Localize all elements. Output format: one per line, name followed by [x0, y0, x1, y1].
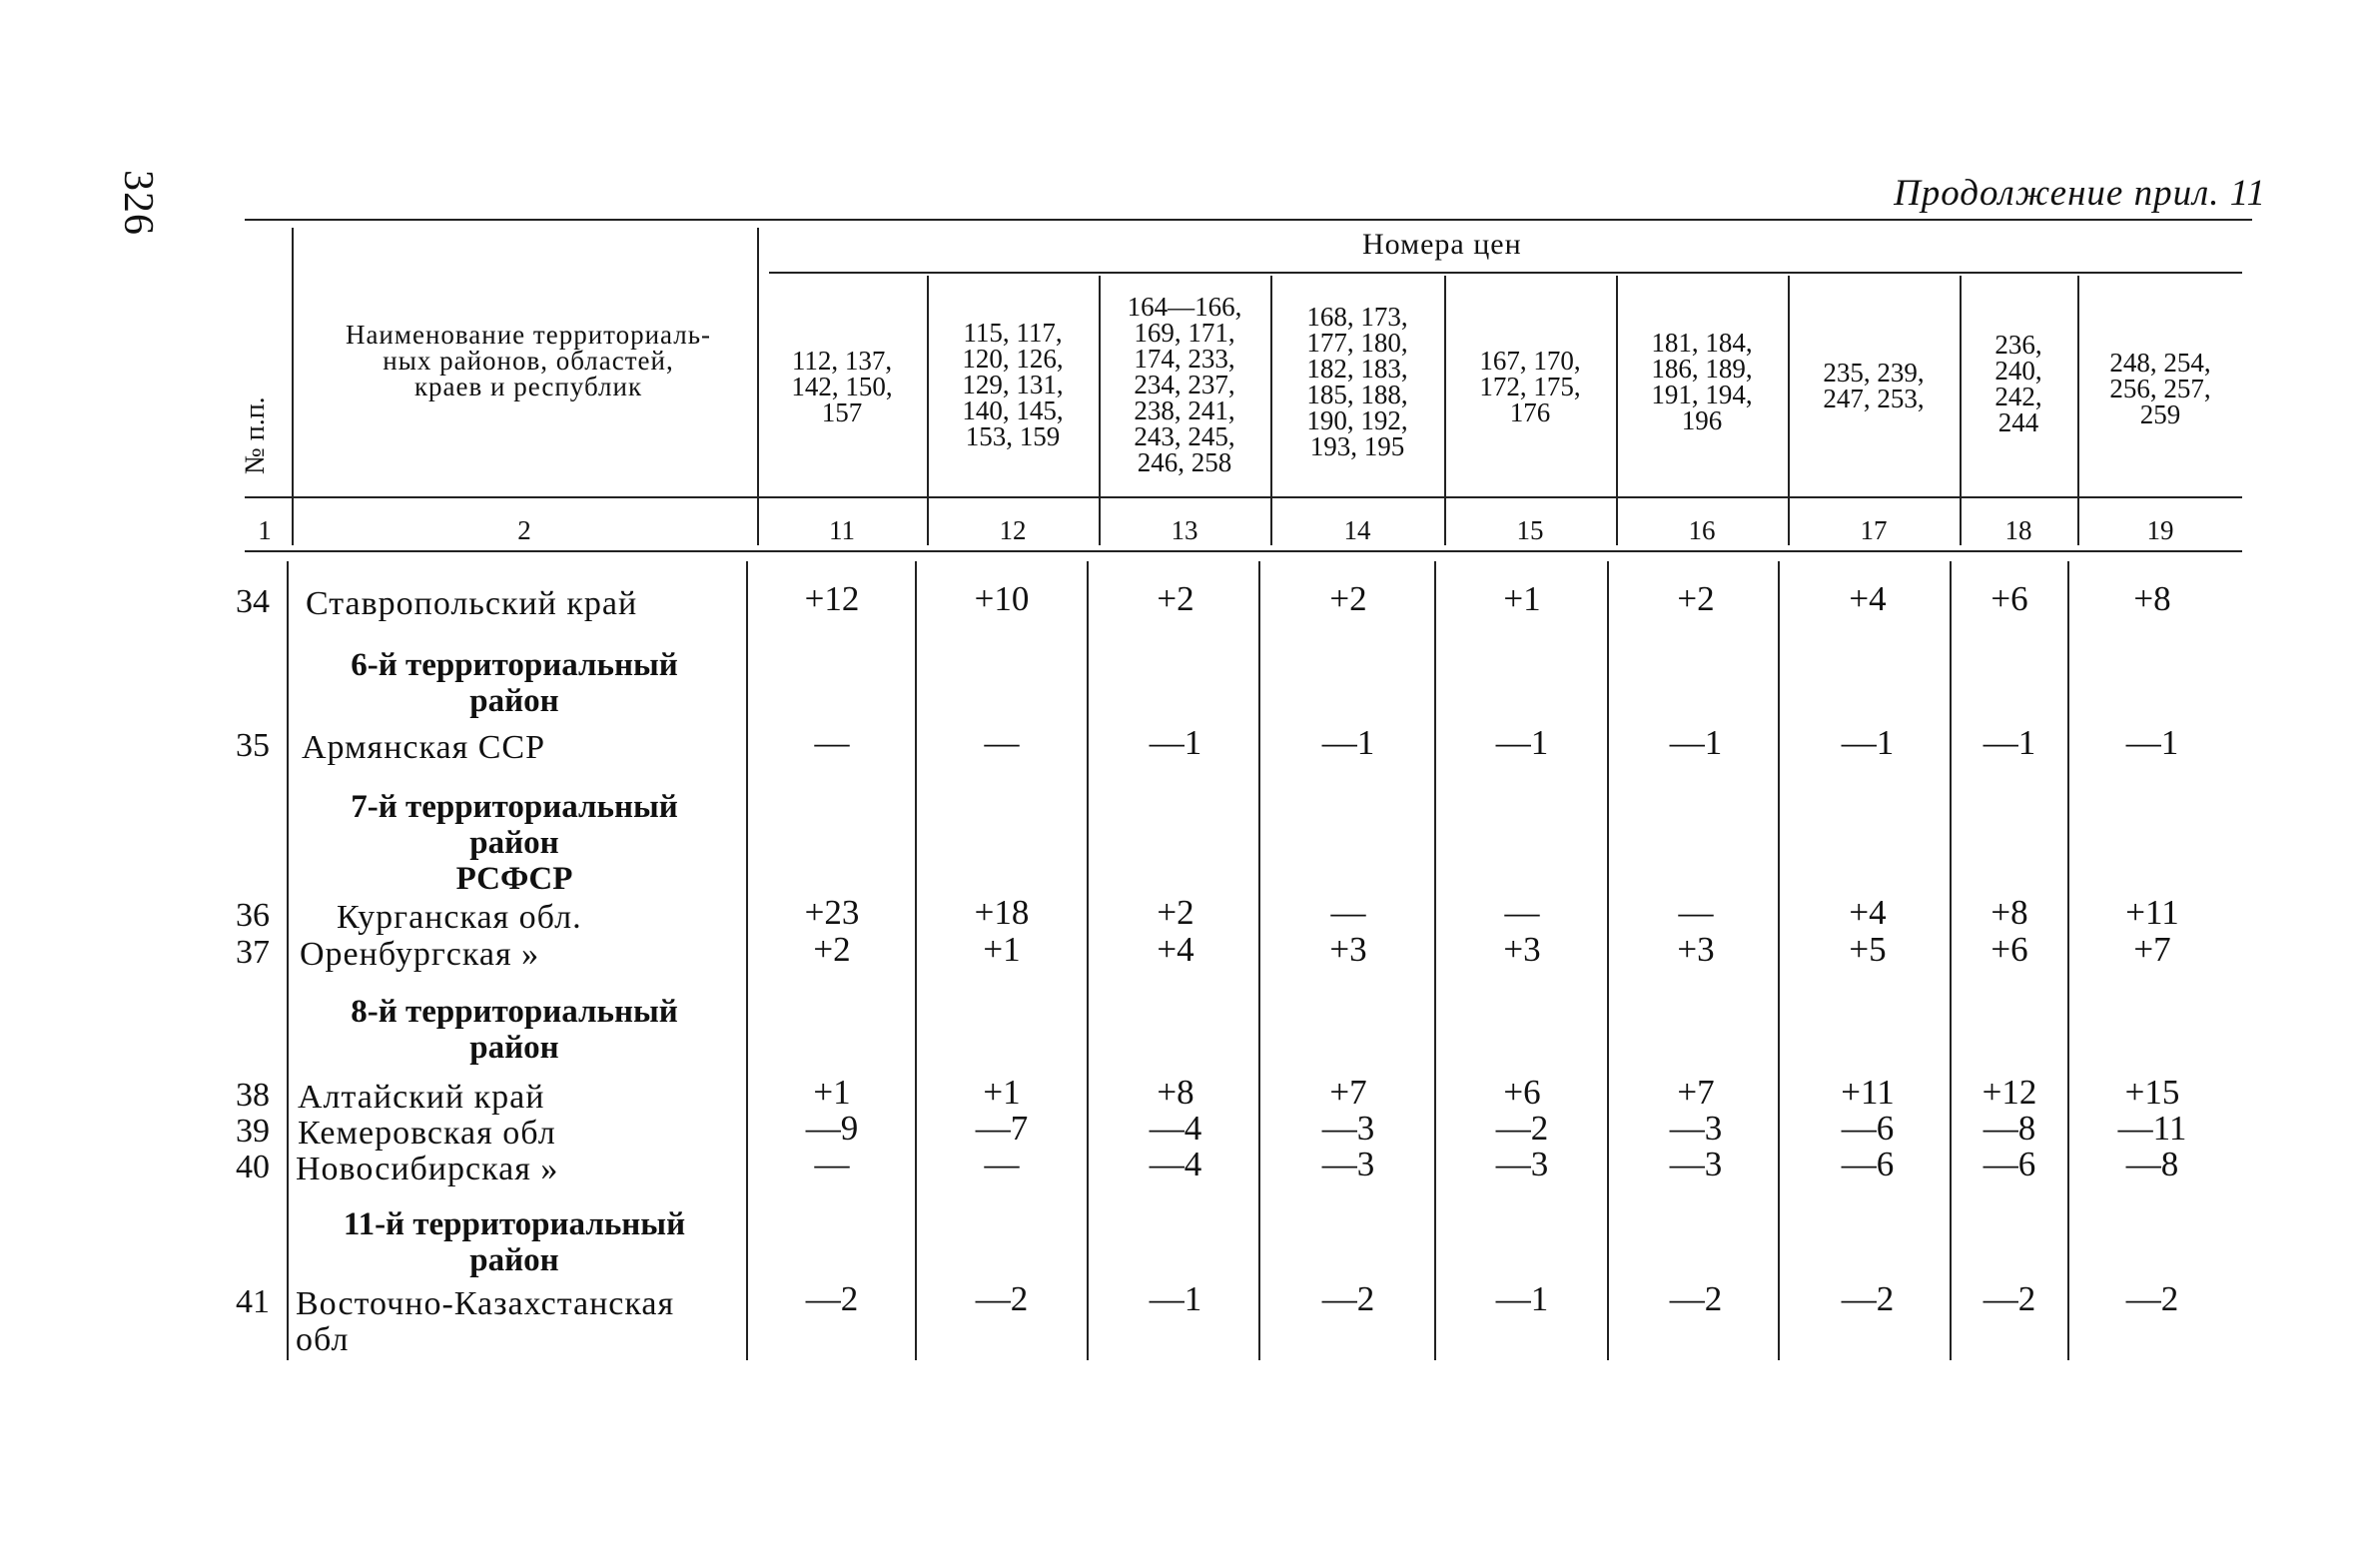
price-change-cell: —11	[2117, 1109, 2187, 1148]
price-header-line: 129, 131,	[962, 370, 1064, 399]
v-header-7	[1616, 276, 1618, 545]
price-header-line: 246, 258	[1137, 447, 1232, 477]
column-number: 18	[2004, 515, 2032, 545]
section-line: район	[469, 825, 559, 861]
price-change-cell: +8	[2133, 579, 2171, 618]
price-change-cell: +1	[983, 930, 1021, 969]
row-number: 36	[236, 897, 270, 934]
price-change-cell: —1	[1841, 723, 1895, 762]
price-header-line: 167, 170,	[1479, 346, 1581, 376]
price-header-line: 176	[1509, 397, 1551, 427]
price-column-header	[1105, 294, 1264, 475]
v-header-3	[927, 276, 929, 545]
name-header-line: ных районов, областей,	[383, 346, 674, 376]
name-column-header	[305, 322, 752, 399]
price-change-cell: —1	[1669, 723, 1723, 762]
price-change-cell: —1	[1983, 723, 2036, 762]
price-header-line: 168, 173,	[1306, 302, 1408, 332]
price-change-cell: —8	[2125, 1145, 2179, 1183]
section-7	[300, 789, 729, 897]
v-header-9	[1960, 276, 1962, 545]
price-change-cell: —1	[1149, 1279, 1202, 1318]
header-bottom-rule	[245, 550, 2242, 552]
price-change-cell: —2	[1841, 1279, 1895, 1318]
v-body-2	[746, 561, 748, 1360]
row-number: 41	[236, 1283, 270, 1320]
price-change-cell: —4	[1149, 1109, 1202, 1148]
price-change-cell: +8	[1157, 1073, 1194, 1112]
price-header-line: 177, 180,	[1306, 328, 1408, 358]
price-change-cell: —8	[1983, 1109, 2036, 1148]
name-header-line: Наименование территориаль-	[345, 320, 712, 350]
price-header-line: 236,	[1994, 330, 2042, 360]
region-name: Алтайский край	[298, 1079, 545, 1116]
section-line: 8-й территориальный	[351, 994, 678, 1030]
price-header-line: 181, 184,	[1651, 328, 1753, 358]
row-number: 38	[236, 1077, 270, 1114]
section-line: РСФСР	[455, 861, 573, 897]
price-header-line: 142, 150,	[791, 372, 893, 401]
price-change-cell: +6	[1990, 579, 2028, 618]
price-change-cell: —9	[805, 1109, 859, 1148]
v-header-1	[292, 228, 294, 545]
row-number: 35	[236, 727, 270, 764]
price-change-cell: +11	[1841, 1073, 1895, 1112]
price-header-line: 248, 254,	[2109, 348, 2211, 378]
v-body-6	[1434, 561, 1436, 1360]
price-change-cell: +5	[1849, 930, 1887, 969]
price-header-line: 120, 126,	[962, 344, 1064, 374]
region-name: Армянская ССР	[302, 729, 545, 766]
price-change-cell: —1	[1495, 723, 1549, 762]
price-change-cell: —1	[1495, 1279, 1549, 1318]
price-header-line: 153, 159	[965, 421, 1061, 451]
price-change-cell: +4	[1849, 893, 1887, 932]
v-header-2	[757, 228, 759, 545]
price-change-cell: —2	[1669, 1279, 1723, 1318]
price-change-cell: +3	[1503, 930, 1541, 969]
price-header-line: 244	[1997, 407, 2039, 437]
price-change-cell: +6	[1990, 930, 2028, 969]
price-change-cell: +1	[983, 1073, 1021, 1112]
v-header-10	[2077, 276, 2079, 545]
price-change-cell: +3	[1329, 930, 1367, 969]
section-line: район	[469, 1030, 559, 1066]
price-change-cell: —3	[1321, 1145, 1375, 1183]
v-body-1	[287, 561, 289, 1360]
region-name: Оренбургская »	[300, 936, 540, 973]
price-change-cell: —	[984, 1145, 1020, 1183]
region-name: Восточно-Казахстанская	[296, 1285, 675, 1322]
price-header-line: 256, 257,	[2109, 374, 2211, 403]
column-number: 1	[258, 515, 272, 545]
v-header-8	[1788, 276, 1790, 545]
numbers-title: Номера цен	[1362, 228, 1522, 261]
price-change-cell: +2	[1677, 579, 1715, 618]
v-body-3	[915, 561, 917, 1360]
price-change-cell: —6	[1841, 1109, 1895, 1148]
price-change-cell: —1	[1321, 723, 1375, 762]
price-change-cell: —	[984, 723, 1020, 762]
price-column-header	[2085, 350, 2235, 427]
price-change-cell: —2	[1495, 1109, 1549, 1148]
v-body-7	[1607, 561, 1609, 1360]
price-change-cell: —2	[2125, 1279, 2179, 1318]
column-number: 2	[517, 515, 531, 545]
region-name: Новосибирская »	[296, 1151, 559, 1187]
price-change-cell: +12	[804, 579, 860, 618]
section-line: район	[469, 683, 559, 719]
price-change-cell: +7	[1329, 1073, 1367, 1112]
region-name: Кемеровская обл	[298, 1115, 556, 1152]
price-change-cell: —1	[2125, 723, 2179, 762]
price-change-cell: +1	[1503, 579, 1541, 618]
price-change-cell: —3	[1669, 1109, 1723, 1148]
price-change-cell: +2	[1157, 893, 1194, 932]
row-number: 39	[236, 1113, 270, 1150]
npp-label: № п.п.	[240, 396, 271, 474]
price-header-line: 240,	[1994, 356, 2042, 386]
section-line: район	[469, 1242, 559, 1278]
price-column-header	[1277, 304, 1437, 459]
name-header-line: краев и республик	[413, 372, 643, 401]
price-header-line: 190, 192,	[1306, 405, 1408, 435]
v-header-5	[1270, 276, 1272, 545]
region-name-continued: обл	[296, 1321, 350, 1358]
price-column-header	[1964, 332, 2073, 435]
column-number: 12	[999, 515, 1027, 545]
price-header-line: 235, 239,	[1823, 358, 1925, 388]
price-header-line: 259	[2139, 399, 2181, 429]
section-line: 6-й территориальный	[351, 647, 678, 683]
region-name: Ставропольский край	[306, 585, 638, 622]
price-change-cell: —2	[975, 1279, 1029, 1318]
price-change-cell: +18	[974, 893, 1030, 932]
subheader-rule	[245, 496, 2242, 498]
v-body-4	[1087, 561, 1089, 1360]
price-change-cell: +1	[813, 1073, 851, 1112]
price-change-cell: —3	[1495, 1145, 1549, 1183]
price-change-cell: —	[1330, 893, 1366, 932]
price-change-cell: —	[814, 723, 850, 762]
price-change-cell: —2	[1321, 1279, 1375, 1318]
price-change-cell: +23	[804, 893, 860, 932]
column-number: 19	[2146, 515, 2174, 545]
price-change-cell: +4	[1849, 579, 1887, 618]
section-line: 11-й территориальный	[343, 1206, 686, 1242]
price-change-cell: +10	[974, 579, 1030, 618]
price-column-header	[762, 348, 922, 425]
price-column-header	[1450, 348, 1610, 425]
page-number: 326	[115, 170, 161, 236]
price-header-line: 193, 195	[1309, 431, 1405, 461]
price-header-line: 182, 183,	[1306, 354, 1408, 384]
column-number: 13	[1171, 515, 1198, 545]
row-number: 40	[236, 1149, 270, 1185]
section-line: 7-й территориальный	[351, 789, 678, 825]
section-8	[300, 994, 729, 1066]
price-change-cell: +2	[1329, 579, 1367, 618]
price-header-line: 196	[1681, 405, 1723, 435]
price-header-line: 157	[821, 397, 863, 427]
price-column-header	[1794, 360, 1954, 411]
price-header-line: 115, 117,	[963, 318, 1063, 348]
v-header-4	[1099, 276, 1101, 545]
price-header-line: 164—166,	[1127, 292, 1242, 322]
price-header-line: 242,	[1994, 382, 2042, 411]
column-number: 17	[1860, 515, 1888, 545]
price-header-line: 172, 175,	[1479, 372, 1581, 401]
price-header-line: 247, 253,	[1823, 384, 1925, 413]
price-change-cell: +4	[1157, 930, 1194, 969]
price-change-cell: —7	[975, 1109, 1029, 1148]
price-change-cell: +2	[1157, 579, 1194, 618]
section-11	[300, 1206, 729, 1278]
price-header-line: 234, 237,	[1134, 370, 1235, 399]
price-change-cell: —	[1678, 893, 1714, 932]
v-header-6	[1444, 276, 1446, 545]
price-change-cell: +8	[1990, 893, 2028, 932]
price-header-line: 174, 233,	[1134, 344, 1235, 374]
price-change-cell: —2	[1983, 1279, 2036, 1318]
price-change-cell: +12	[1982, 1073, 2037, 1112]
price-change-cell: —4	[1149, 1145, 1202, 1183]
price-change-cell: —	[1504, 893, 1540, 932]
price-header-line: 243, 245,	[1134, 421, 1235, 451]
price-change-cell: +7	[2133, 930, 2171, 969]
price-change-cell: —	[814, 1145, 850, 1183]
section-6	[300, 647, 729, 719]
price-change-cell: —3	[1321, 1109, 1375, 1148]
price-header-line: 238, 241,	[1134, 395, 1235, 425]
price-change-cell: +6	[1503, 1073, 1541, 1112]
price-change-cell: —6	[1983, 1145, 2036, 1183]
price-change-cell: —3	[1669, 1145, 1723, 1183]
v-body-8	[1778, 561, 1780, 1360]
price-change-cell: +11	[2125, 893, 2179, 932]
continuation-title: Продолжение прил. 11	[1894, 173, 2266, 214]
price-change-cell: —1	[1149, 723, 1202, 762]
row-number: 34	[236, 583, 270, 620]
column-number: 14	[1343, 515, 1371, 545]
price-header-line: 186, 189,	[1651, 354, 1753, 384]
price-change-cell: —6	[1841, 1145, 1895, 1183]
price-column-header	[1622, 330, 1782, 433]
column-number: 15	[1516, 515, 1544, 545]
numbers-rule	[769, 272, 2242, 274]
v-body-5	[1258, 561, 1260, 1360]
price-header-line: 191, 194,	[1651, 380, 1753, 409]
row-number: 37	[236, 934, 270, 971]
top-rule	[245, 219, 2252, 221]
price-header-line: 169, 171,	[1134, 318, 1235, 348]
region-name: Курганская обл.	[337, 899, 582, 936]
price-header-line: 140, 145,	[962, 395, 1064, 425]
column-number: 16	[1688, 515, 1716, 545]
price-column-header	[933, 320, 1093, 449]
price-change-cell: —2	[805, 1279, 859, 1318]
price-change-cell: +3	[1677, 930, 1715, 969]
price-header-line: 112, 137,	[791, 346, 893, 376]
price-change-cell: +7	[1677, 1073, 1715, 1112]
column-number: 11	[829, 515, 855, 545]
price-header-line: 185, 188,	[1306, 380, 1408, 409]
price-change-cell: +2	[813, 930, 851, 969]
price-change-cell: +15	[2124, 1073, 2180, 1112]
